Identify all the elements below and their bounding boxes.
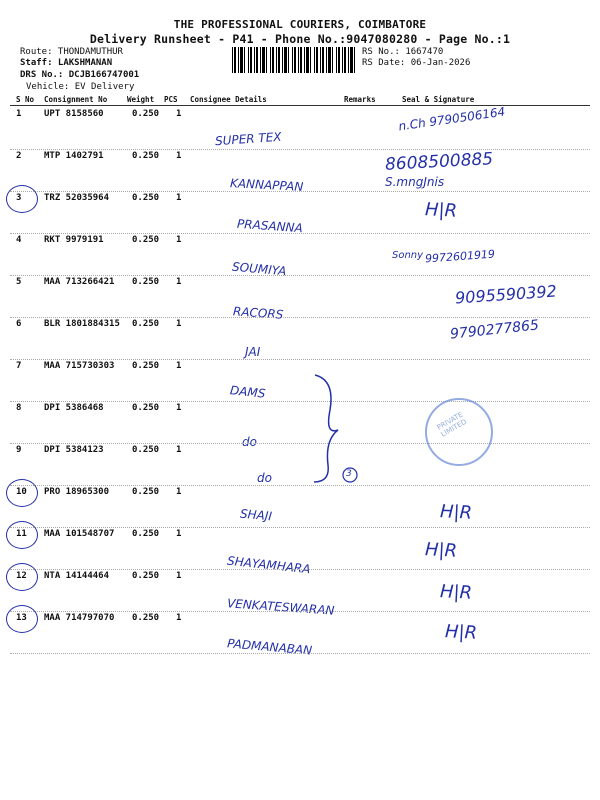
row-consignment-number: PRO 18965300 xyxy=(44,487,110,497)
row-serial-number: 6 xyxy=(16,319,22,329)
row-consignee-handwritten: JAI xyxy=(245,345,261,359)
row-serial-number: 11 xyxy=(16,529,27,539)
row-divider xyxy=(10,569,590,570)
row-weight: 0.250 xyxy=(132,403,160,413)
serial-circle-mark xyxy=(6,185,38,213)
row-pieces: 1 xyxy=(176,445,182,455)
row-divider xyxy=(10,275,590,276)
company-seal-stamp xyxy=(425,398,493,466)
row-divider xyxy=(10,611,590,612)
serial-circle-mark xyxy=(6,563,38,591)
row-consignee-handwritten: PADMANABAN xyxy=(226,636,313,658)
row-serial-number: 13 xyxy=(16,613,27,623)
row-consignment-number: DPI 5384123 xyxy=(44,445,104,455)
row-weight: 0.250 xyxy=(132,319,160,329)
row-pieces: 1 xyxy=(176,613,182,623)
row-consignee-handwritten: do xyxy=(242,435,257,449)
row-consignee-handwritten: SHAJI xyxy=(239,506,273,524)
row-pieces: 1 xyxy=(176,319,182,329)
row-weight: 0.250 xyxy=(132,445,160,455)
row-consignment-number: RKT 9979191 xyxy=(44,235,104,245)
row-signature: H|R xyxy=(424,539,458,562)
row-weight: 0.250 xyxy=(132,613,160,623)
row-weight: 0.250 xyxy=(132,193,160,203)
row-signature: 9972601919 xyxy=(424,247,496,266)
row-consignment-number: TRZ 52035964 xyxy=(44,193,110,203)
row-serial-number: 12 xyxy=(16,571,27,581)
row-divider xyxy=(10,443,590,444)
row-consignment-number: MAA 713266421 xyxy=(44,277,115,287)
row-pieces: 1 xyxy=(176,109,182,119)
runsheet-subtitle: Delivery Runsheet - P41 - Phone No.:9047080280 - Page No.:1 xyxy=(89,32,511,46)
row-consignment-number: MTP 1402791 xyxy=(44,151,104,161)
row-consignment-number: MAA 101548707 xyxy=(44,529,115,539)
row-consignee-handwritten: RACORS xyxy=(232,304,284,322)
row-signature: 9095590392 xyxy=(454,281,558,308)
row-weight: 0.250 xyxy=(132,235,160,245)
staff-label: Staff: LAKSHMANAN xyxy=(20,58,113,68)
row-pieces: 1 xyxy=(176,403,182,413)
row-serial-number: 2 xyxy=(16,151,22,161)
row-divider xyxy=(10,653,590,654)
row-divider xyxy=(10,485,590,486)
row-consignee-handwritten: PRASANNA xyxy=(236,216,304,236)
column-header: Remarks xyxy=(344,95,376,104)
row-weight: 0.250 xyxy=(132,487,160,497)
barcode-image xyxy=(232,47,357,73)
column-header: Seal & Signature xyxy=(402,95,475,104)
row4-sig-name: Sonny xyxy=(392,250,424,261)
row-consignee-handwritten: SHAYAMHARA xyxy=(226,553,312,577)
vehicle-label: Vehicle: EV Delivery xyxy=(26,82,135,92)
column-header: Consignee Details xyxy=(190,95,267,104)
rs-no-label: RS No.: 1667470 xyxy=(362,47,444,57)
row-pieces: 1 xyxy=(176,151,182,161)
company-title: THE PROFESSIONAL COURIERS, COIMBATORE xyxy=(173,18,427,31)
row-divider xyxy=(10,359,590,360)
row-serial-number: 5 xyxy=(16,277,22,287)
drs-label: DRS No.: DCJB166747001 xyxy=(20,70,140,80)
row-weight: 0.250 xyxy=(132,277,160,287)
row-serial-number: 9 xyxy=(16,445,22,455)
row-consignment-number: DPI 5386468 xyxy=(44,403,104,413)
row-signature: H|R xyxy=(439,501,473,524)
row-consignee-handwritten: do xyxy=(257,471,272,485)
column-header: Consignment No xyxy=(44,95,108,104)
row-weight: 0.250 xyxy=(132,109,160,119)
row2-note: S.mngJnis xyxy=(385,175,445,189)
row-weight: 0.250 xyxy=(132,571,160,581)
bracket-number: 3 xyxy=(346,469,352,479)
row-signature: H|R xyxy=(444,621,478,644)
route-label: Route: THONDAMUTHUR xyxy=(20,47,123,57)
row-serial-number: 4 xyxy=(16,235,22,245)
column-header: PCS xyxy=(164,95,178,104)
row-pieces: 1 xyxy=(176,571,182,581)
row-consignee-handwritten: SUPER TEX xyxy=(214,129,282,149)
column-header: S No xyxy=(16,95,35,104)
row-consignment-number: MAA 714797070 xyxy=(44,613,115,623)
rs-date-label: RS Date: 06-Jan-2026 xyxy=(362,58,471,68)
row-divider xyxy=(10,149,590,150)
row-serial-number: 10 xyxy=(16,487,27,497)
row-pieces: 1 xyxy=(176,529,182,539)
row-consignment-number: MAA 715730303 xyxy=(44,361,115,371)
row-weight: 0.250 xyxy=(132,361,160,371)
row-consignee-handwritten: DAMS xyxy=(229,383,267,401)
column-header: Weight xyxy=(127,95,155,104)
row-signature: 8608500885 xyxy=(384,149,494,175)
row-pieces: 1 xyxy=(176,235,182,245)
row-divider xyxy=(10,233,590,234)
row-weight: 0.250 xyxy=(132,151,160,161)
row-signature: n.Ch 9790506164 xyxy=(397,104,507,134)
row-divider xyxy=(10,527,590,528)
stamp-text: PRIVATE LIMITED xyxy=(435,410,469,439)
serial-circle-mark xyxy=(6,521,38,549)
row-serial-number: 3 xyxy=(16,193,22,203)
group-bracket-mark xyxy=(310,370,360,490)
row-signature: H|R xyxy=(424,199,458,222)
row-consignment-number: UPT 8158560 xyxy=(44,109,104,119)
row-pieces: 1 xyxy=(176,277,182,287)
row-signature: 9790277865 xyxy=(449,317,540,343)
row-consignee-handwritten: VENKATESWARAN xyxy=(226,596,335,618)
row-pieces: 1 xyxy=(176,361,182,371)
row-consignment-number: NTA 14144464 xyxy=(44,571,110,581)
row-signature: H|R xyxy=(439,581,473,604)
row-serial-number: 8 xyxy=(16,403,22,413)
row-serial-number: 7 xyxy=(16,361,22,371)
row-serial-number: 1 xyxy=(16,109,22,119)
row-pieces: 1 xyxy=(176,487,182,497)
row-divider xyxy=(10,191,590,192)
serial-circle-mark xyxy=(6,479,38,507)
row-divider xyxy=(10,401,590,402)
row-consignee-handwritten: SOUMIYA xyxy=(231,259,287,279)
serial-circle-mark xyxy=(6,605,38,633)
row-weight: 0.250 xyxy=(132,529,160,539)
row-pieces: 1 xyxy=(176,193,182,203)
row-consignment-number: BLR 1801884315 xyxy=(44,319,120,329)
row-divider xyxy=(10,317,590,318)
row-consignee-handwritten: KANNAPPAN xyxy=(229,176,304,194)
